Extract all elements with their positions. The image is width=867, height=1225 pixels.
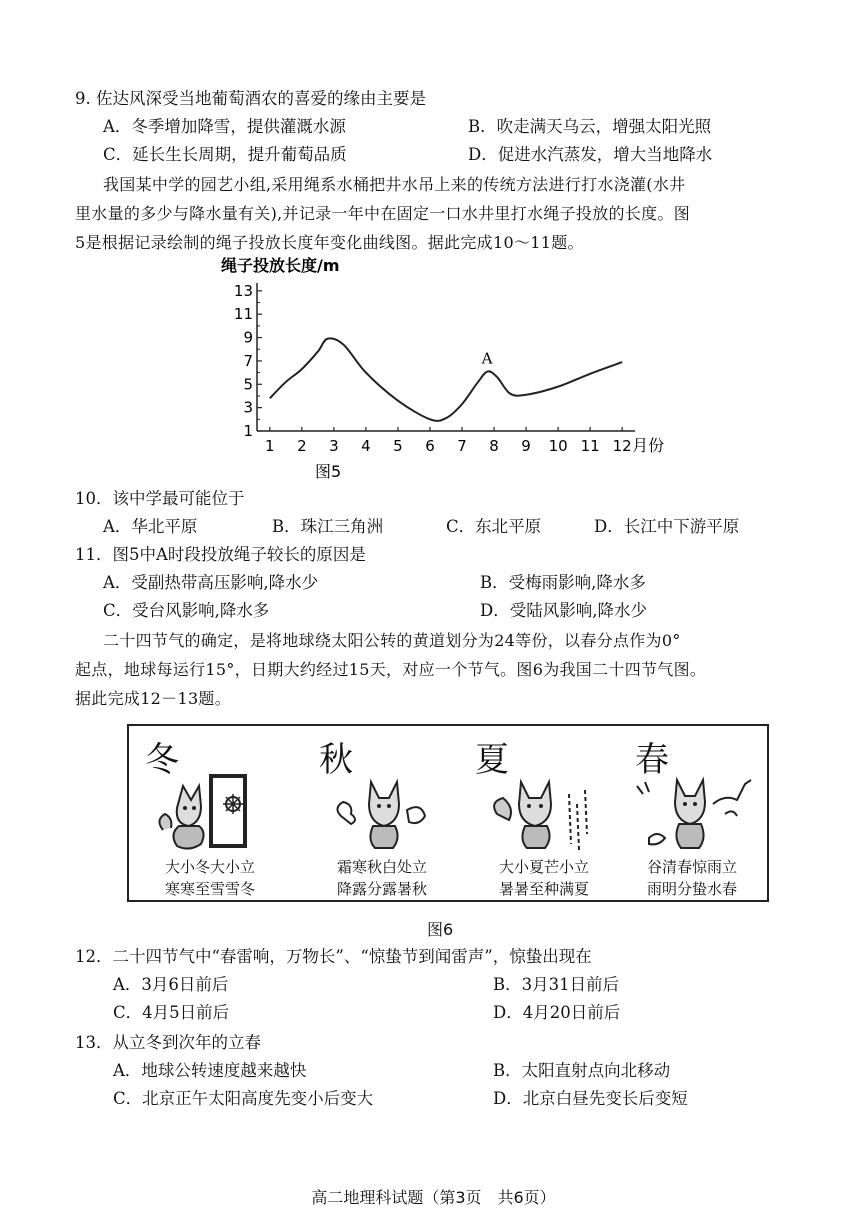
passage2-line2: 起点，地球每运行15°，日期大约经过15天，对应一个节气。图6为我国二十四节气图。	[75, 660, 707, 679]
annotation-a-label: A	[481, 349, 493, 368]
q9-stem: 9. 佐达风深受当地葡萄酒农的喜爱的缘由主要是	[75, 89, 426, 108]
y-tick-label: 9	[243, 328, 253, 347]
q10-option-b: B．珠江三角洲	[272, 517, 384, 536]
summer-fox-illustration	[489, 774, 599, 854]
x-tick-label: 3	[329, 437, 339, 455]
season-summer-label: 夏	[475, 740, 509, 780]
q11-option-a: A．受副热带高压影响,降水少	[103, 573, 319, 592]
q9-option-b: B．吹走满天乌云，增强太阳光照	[468, 117, 712, 136]
q11-option-d: D．受陆风影响,降水少	[480, 601, 647, 620]
chart-caption: 图5	[315, 462, 342, 481]
rope-length-chart	[215, 255, 665, 485]
q9-option-d: D．促进水汽蒸发，增大当地降水	[468, 145, 713, 164]
q11-option-b: B．受梅雨影响,降水多	[480, 573, 646, 592]
q11-option-c: C．受台风影响,降水多	[103, 601, 270, 620]
q13-option-b: B．太阳直射点向北移动	[493, 1061, 671, 1080]
x-unit-label: 月份	[632, 436, 665, 455]
season-spring-label: 春	[635, 740, 669, 780]
x-tick-label: 5	[393, 437, 403, 455]
q10-stem: 10．该中学最可能位于	[75, 489, 245, 508]
winter-terms-line2: 寒寒至雪雪冬	[164, 880, 255, 898]
q13-stem: 13．从立冬到次年的立春	[75, 1033, 261, 1052]
x-tick-label: 1	[265, 437, 275, 455]
x-tick-label: 9	[521, 437, 531, 455]
q12-option-a: A．3月6日前后	[113, 975, 229, 994]
y-tick-label: 13	[233, 281, 253, 300]
q11-stem: 11．图5中A时段投放绳子较长的原因是	[75, 545, 366, 564]
q10-option-c: C．东北平原	[446, 517, 542, 536]
y-tick-label: 11	[233, 305, 253, 324]
summer-terms-line1: 大小夏芒小立	[498, 858, 589, 876]
solar-terms-figure	[127, 724, 769, 902]
winter-terms-line1: 大小冬大小立	[164, 858, 255, 876]
winter-fox-illustration	[149, 774, 259, 854]
x-tick-label: 6	[425, 437, 435, 455]
q12-option-b: B．3月31日前后	[493, 975, 620, 994]
passage2-line1: 二十四节气的确定，是将地球绕太阳公转的黄道划分为24等份，以春分点作为0°	[103, 631, 681, 650]
spring-terms-line1: 谷清春惊雨立	[646, 858, 737, 876]
q12-option-d: D．4月20日前后	[493, 1003, 621, 1022]
q13-option-d: D．北京白昼先变长后变短	[493, 1089, 688, 1108]
passage1-line2: 里水量的多少与降水量有关),并记录一年中在固定一口水井里打水绳子投放的长度。图	[75, 204, 691, 223]
x-tick-label: 2	[297, 437, 307, 455]
page-footer: 高二地理科试题（第3页 共6页）	[311, 1188, 556, 1207]
season-winter-label: 冬	[145, 740, 179, 780]
x-tick-label: 10	[548, 437, 568, 455]
x-tick-label: 12	[612, 437, 632, 455]
q12-option-c: C．4月5日前后	[113, 1003, 230, 1022]
x-tick-label: 11	[580, 437, 600, 455]
x-tick-label: 4	[361, 437, 371, 455]
season-autumn-label: 秋	[319, 740, 353, 780]
x-tick-label: 8	[489, 437, 499, 455]
y-tick-label: 3	[243, 398, 253, 417]
passage2-line3: 据此完成12－13题。	[75, 689, 232, 708]
q10-option-d: D．长江中下游平原	[594, 517, 740, 536]
spring-terms-line2: 雨明分蛰水春	[646, 880, 737, 898]
figure6-caption: 图6	[427, 920, 454, 939]
y-tick-label: 1	[243, 422, 253, 440]
q13-option-c: C．北京正午太阳高度先变小后变大	[113, 1089, 374, 1108]
q9-option-a: A．冬季增加降雪，提供灌溉水源	[103, 117, 346, 136]
q13-option-a: A．地球公转速度越来越快	[113, 1061, 307, 1080]
passage1-line1: 我国某中学的园艺小组,采用绳系水桶把井水吊上来的传统方法进行打水浇灌(水井	[103, 175, 686, 194]
autumn-terms-line2: 降露分露暑秋	[336, 880, 427, 898]
autumn-fox-illustration	[329, 774, 439, 854]
q9-option-c: C．延长生长周期，提升葡萄品质	[103, 145, 347, 164]
spring-fox-illustration	[629, 774, 759, 854]
y-tick-label: 5	[243, 375, 253, 394]
q12-stem: 12．二十四节气中“春雷响，万物长”、“惊蛰节到闻雷声”，惊蛰出现在	[75, 947, 592, 966]
x-tick-label: 7	[457, 437, 467, 455]
passage1-line3: 5是根据记录绘制的绳子投放长度年变化曲线图。据此完成10～11题。	[75, 233, 584, 252]
chart-ylabel: 绳子投放长度/m	[221, 256, 340, 275]
y-tick-label: 7	[243, 351, 253, 370]
summer-terms-line2: 暑暑至种满夏	[498, 880, 589, 898]
autumn-terms-line1: 霜寒秋白处立	[336, 858, 427, 876]
rope-length-curve	[270, 338, 622, 421]
q10-option-a: A．华北平原	[103, 517, 198, 536]
